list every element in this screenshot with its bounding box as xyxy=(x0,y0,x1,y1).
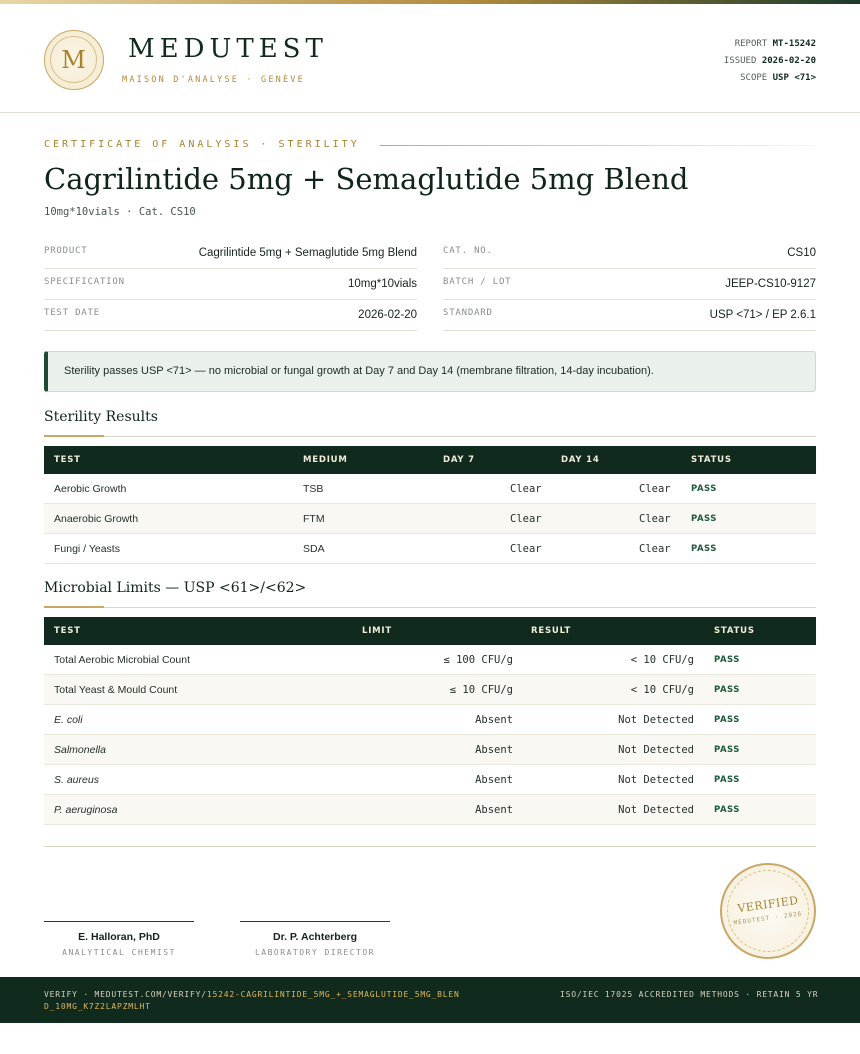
table-row xyxy=(44,675,816,705)
scope-line: SCOPE USP <71> xyxy=(740,73,816,83)
brand-monogram: M xyxy=(50,36,97,83)
signature-block-chemist xyxy=(44,921,194,957)
table-row xyxy=(44,534,816,564)
table-row xyxy=(44,765,816,795)
verified-stamp xyxy=(720,863,816,959)
info-row-specification xyxy=(44,269,417,300)
cell-result: < 10 CFU/g xyxy=(630,654,694,666)
issued-line: ISSUED 2026-02-20 xyxy=(723,56,816,66)
signatory-role: ANALYTICAL CHEMIST xyxy=(62,948,176,957)
info-value: 10mg*10vials xyxy=(347,278,417,290)
accreditation-note: ISO/IEC 17025 ACCREDITED METHODS · RETAIN 5 YR xyxy=(560,990,819,999)
cell-medium: FTM xyxy=(303,513,325,525)
microbial-table xyxy=(44,617,816,825)
brand-seal-logo xyxy=(44,30,104,90)
col-result: RESULT xyxy=(531,626,571,636)
signature-block-director xyxy=(240,921,390,957)
brand-tagline: MAISON D'ANALYSE · GENÈVE xyxy=(122,75,305,85)
info-value: 2026-02-20 xyxy=(358,309,417,321)
status-badge: PASS xyxy=(714,805,740,815)
info-row-product xyxy=(44,238,417,269)
table-header xyxy=(44,617,816,645)
info-value: JEEP-CS10-9127 xyxy=(725,278,816,290)
page-subtitle: 10mg*10vials · Cat. CS10 xyxy=(44,206,196,218)
table-row xyxy=(44,795,816,825)
report-header xyxy=(0,4,860,113)
cell-test: Total Yeast & Mould Count xyxy=(54,684,178,696)
section-divider xyxy=(44,436,816,437)
verify-prefix: VERIFY · MEDUTEST.COM/VERIFY/ xyxy=(44,990,207,999)
cell-limit: ≤ 100 CFU/g xyxy=(443,654,513,666)
verify-link[interactable] xyxy=(44,989,464,1013)
verify-code: 15242-CAGRILINTIDE_5MG_+_SEMAGLUTIDE_5MG_BLEND_10MG_K7Z2LAPZMLHT xyxy=(44,990,460,1011)
brand-name: MEDUTEST xyxy=(128,34,328,64)
page-title: Cagrilintide 5mg + Semaglutide 5mg Blend xyxy=(44,162,689,196)
cell-day7: Clear xyxy=(510,513,542,525)
status-badge: PASS xyxy=(714,685,740,695)
info-row-cat-no xyxy=(443,238,816,269)
cell-limit: Absent xyxy=(475,804,513,816)
info-value: CS10 xyxy=(787,247,816,259)
col-status: STATUS xyxy=(714,626,755,636)
eyebrow-divider xyxy=(380,145,816,146)
cell-test: Total Aerobic Microbial Count xyxy=(54,654,190,666)
issued-date: 2026-02-20 xyxy=(761,56,816,66)
signatory-name: E. Halloran, PhD xyxy=(78,931,160,943)
signature-line xyxy=(240,921,390,922)
status-badge: PASS xyxy=(714,745,740,755)
info-label: BATCH / LOT xyxy=(443,277,512,287)
table-header xyxy=(44,446,816,474)
cell-result: Not Detected xyxy=(618,774,694,786)
cell-medium: TSB xyxy=(303,483,324,495)
status-badge: PASS xyxy=(691,544,717,554)
cell-day14: Clear xyxy=(639,543,671,555)
table-row xyxy=(44,705,816,735)
cell-test: P. aeruginosa xyxy=(54,804,118,816)
col-test: TEST xyxy=(54,455,81,465)
microbial-section-title: Microbial Limits — USP <61>/<62> xyxy=(44,580,307,596)
col-day7: DAY 7 xyxy=(443,455,475,465)
info-row-standard xyxy=(443,300,816,331)
status-badge: PASS xyxy=(714,715,740,725)
section-accent xyxy=(44,606,104,608)
cell-result: Not Detected xyxy=(618,744,694,756)
cell-test: E. coli xyxy=(54,714,83,726)
cell-day14: Clear xyxy=(639,513,671,525)
cell-test: Fungi / Yeasts xyxy=(54,543,120,555)
report-id: MT-15242 xyxy=(772,39,816,49)
result-summary-callout xyxy=(44,351,816,392)
section-accent xyxy=(44,435,104,437)
cell-limit: ≤ 10 CFU/g xyxy=(449,684,513,696)
section-divider xyxy=(44,607,816,608)
signature-line xyxy=(44,921,194,922)
cell-medium: SDA xyxy=(303,543,325,555)
col-status: STATUS xyxy=(691,455,732,465)
report-id-line: REPORT MT-15242 xyxy=(734,39,816,49)
col-day14: DAY 14 xyxy=(561,455,600,465)
table-row xyxy=(44,735,816,765)
table-row xyxy=(44,474,816,504)
cell-test: Salmonella xyxy=(54,744,106,756)
signature-divider xyxy=(44,846,816,847)
status-badge: PASS xyxy=(691,484,717,494)
cell-result: < 10 CFU/g xyxy=(630,684,694,696)
footer-bar xyxy=(0,977,860,1023)
status-badge: PASS xyxy=(691,514,717,524)
signatory-name: Dr. P. Achterberg xyxy=(272,931,358,943)
info-grid-left xyxy=(44,238,417,331)
stamp-label: VERIFIED xyxy=(736,893,800,916)
certificate-eyebrow: CERTIFICATE OF ANALYSIS · STERILITY xyxy=(44,139,360,150)
info-grid-right xyxy=(443,238,816,331)
cell-day7: Clear xyxy=(510,543,542,555)
cell-test: Anaerobic Growth xyxy=(54,513,139,525)
cell-test: Aerobic Growth xyxy=(54,483,127,495)
cell-limit: Absent xyxy=(475,714,513,726)
info-label: TEST DATE xyxy=(44,308,100,318)
cell-day14: Clear xyxy=(639,483,671,495)
table-row xyxy=(44,504,816,534)
callout-text: Sterility passes USP <71> — no microbial or fungal growth at Day 7 and Day 14 (membrane filtration, 14-day incubation). xyxy=(64,365,654,377)
info-row-batch xyxy=(443,269,816,300)
cell-limit: Absent xyxy=(475,744,513,756)
info-label: PRODUCT xyxy=(44,246,88,256)
status-badge: PASS xyxy=(714,775,740,785)
info-value: USP <71> / EP 2.6.1 xyxy=(709,309,816,321)
info-label: CAT. NO. xyxy=(443,246,493,256)
col-limit: LIMIT xyxy=(362,626,392,636)
report-meta xyxy=(724,36,816,87)
col-medium: MEDIUM xyxy=(303,455,348,465)
info-row-test-date xyxy=(44,300,417,331)
cell-day7: Clear xyxy=(510,483,542,495)
scope-value: USP <71> xyxy=(772,73,816,83)
cell-limit: Absent xyxy=(475,774,513,786)
sterility-section-title: Sterility Results xyxy=(44,409,158,425)
stamp-sub-label: MEDUTEST · 2026 xyxy=(733,910,803,927)
cell-result: Not Detected xyxy=(618,804,694,816)
status-badge: PASS xyxy=(714,655,740,665)
info-value: Cagrilintide 5mg + Semaglutide 5mg Blend xyxy=(198,247,417,259)
col-test: TEST xyxy=(54,626,81,636)
info-label: SPECIFICATION xyxy=(44,277,125,287)
cell-test: S. aureus xyxy=(54,774,99,786)
info-label: STANDARD xyxy=(443,308,493,318)
cell-result: Not Detected xyxy=(618,714,694,726)
sterility-table xyxy=(44,446,816,564)
signatory-role: LABORATORY DIRECTOR xyxy=(254,948,375,957)
table-row xyxy=(44,645,816,675)
